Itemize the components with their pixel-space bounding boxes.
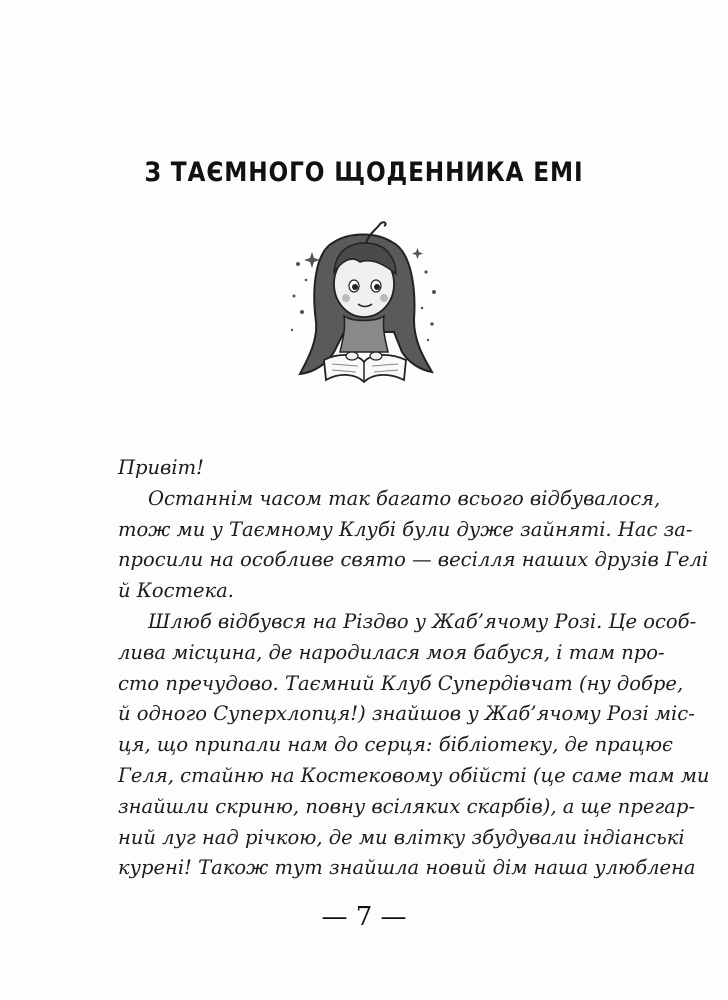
body-text xyxy=(118,453,710,884)
text-line: й Костека. xyxy=(118,579,235,603)
text-line: ний луг над річкою, де ми влітку збудували індіанські xyxy=(118,825,685,849)
page-number: — 7 — xyxy=(321,902,407,932)
text-line: й одного Суперхлопця!) знайшов у Жаб’ячому Розі міс- xyxy=(118,702,695,726)
chapter-title: З ТАЄМНОГО ЩОДЕННИКА ЕМІ xyxy=(144,157,584,188)
girl-reading-book-illustration xyxy=(284,212,444,392)
text-line: сто пречудово. Таємний Клуб Супердівчат (ну добре, xyxy=(118,671,684,695)
text-line: тож ми у Таємному Клубі були дуже зайняті. Нас за- xyxy=(118,517,693,541)
text-line: ця, що припали нам до серця: бібліотеку, де працює xyxy=(118,733,673,757)
text-line: Геля, стайню на Костековому обійсті (це саме там ми xyxy=(118,763,710,787)
text-line: знайшли скриню, повну всіляких скарбів), а ще прегар- xyxy=(118,794,695,818)
text-line: Привіт! xyxy=(118,456,204,479)
text-line: курені! Також тут знайшла новий дім наша улюблена xyxy=(118,856,696,880)
text-line: просили на особливе свято — весілля наших друзів Гелі xyxy=(118,548,709,572)
text-line: лива місцина, де народилася моя бабуся, і там про- xyxy=(118,640,665,664)
text-line: Шлюб відбувся на Різдво у Жаб’ячому Розі. Це особ- xyxy=(148,609,697,633)
text-line: Останнім часом так багато всього відбувалося, xyxy=(148,486,661,510)
